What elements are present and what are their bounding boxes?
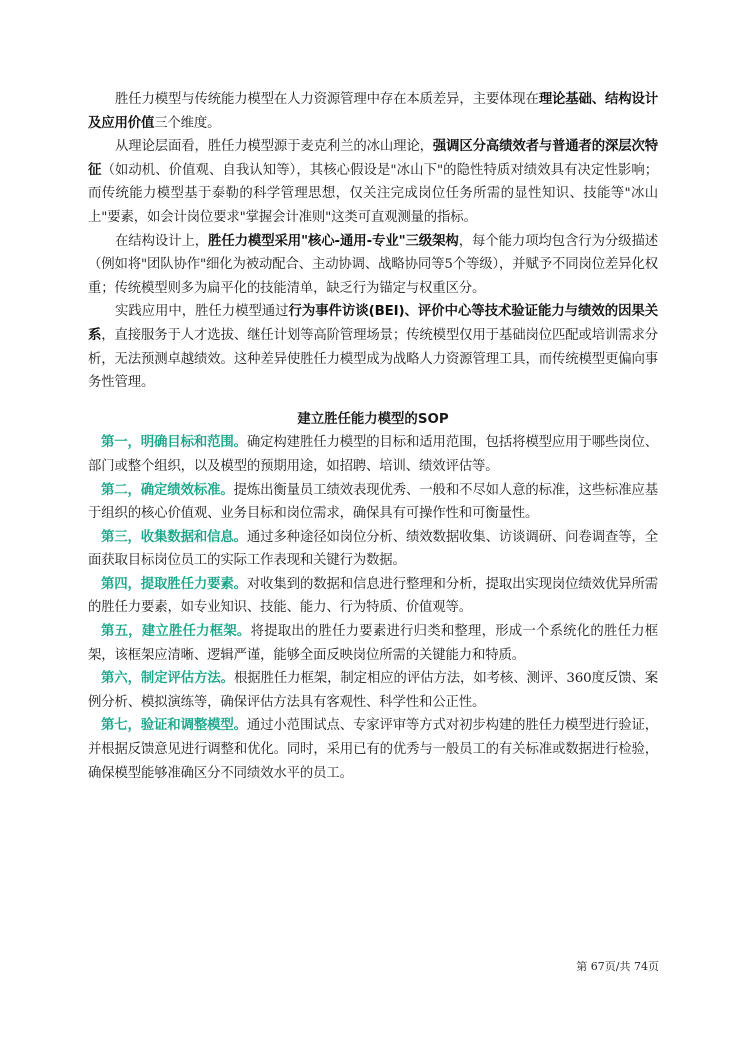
- intro-text: 实践应用中，胜任力模型通过: [115, 304, 289, 320]
- intro-text: 三个维度。: [154, 115, 221, 131]
- intro-text: 从理论层面看，胜任力模型源于麦克利兰的冰山理论，: [115, 139, 433, 155]
- step-heading: 第四，提取胜任力要素。: [101, 576, 247, 592]
- page-number: 第 67页/共 74页: [576, 960, 659, 973]
- intro-text: 胜任力模型与传统能力模型在人力资源管理中存在本质差异，主要体现在: [115, 92, 539, 107]
- intro-emphasis: 胜任力模型采用"核心-通用-专业"三级架构: [208, 233, 459, 249]
- intro-emphasis: 强调区分高绩效者与普通者的深层次特征: [88, 139, 658, 178]
- intro-paragraph-1: [88, 88, 658, 135]
- intro-emphasis: 行为事件访谈(BEI)、评价中心等技术验证能力与绩效的因果关系: [88, 304, 658, 343]
- sop-step-4: [88, 573, 658, 620]
- sop-step-7: [88, 714, 658, 785]
- step-heading: 第六，制定评估方法。: [101, 671, 234, 687]
- document-body: [88, 88, 658, 785]
- intro-paragraph-4: [88, 300, 658, 394]
- sop-step-5: [88, 620, 658, 667]
- sop-step-1: [88, 431, 658, 478]
- step-heading: 第五，建立胜任力框架。: [101, 624, 251, 640]
- step-text: 将提取出的胜任力要素进行归类和整理，形成一个系统化的胜任力框架，该框架应清晰、逻辑严谨，能够全面反映岗位所需的关键能力和特质。: [88, 624, 658, 663]
- intro-text: （如动机、价值观、自我认知等），其核心假设是"冰山下"的隐性特质对绩效具有决定性影响；而传统能力模型基于泰勒的科学管理思想，仅关注完成岗位任务所需的显性知识、技能等"冰山上"要素，如会计岗位要求"掌握会计准则"这类可直观测量的指标。: [88, 162, 658, 225]
- step-text: 通过多种途径如岗位分析、绩效数据收集、访谈调研、问卷调查等，全面获取目标岗位员工的实际工作表现和关键行为数据。: [88, 529, 658, 569]
- sop-step-3: [88, 526, 658, 573]
- sop-step-6: [88, 667, 658, 714]
- intro-text: 在结构设计上，: [115, 233, 209, 249]
- step-heading: 第一，明确目标和范围。: [101, 435, 247, 451]
- intro-paragraph-3: [88, 230, 658, 301]
- section-title: 建立胜任能力模型的SOP: [297, 411, 449, 427]
- intro-text: ，每个能力项均包含行为分级描述（例如将"团队协作"细化为被动配合、主动协调、战略协同等5个等级），并赋予不同岗位差异化权重；传统模型则多为扁平化的技能清单，缺乏行为锚定与权重区分。: [88, 233, 659, 296]
- step-heading: 第二，确定绩效标准。: [101, 482, 234, 498]
- step-text: 确定构建胜任力模型的目标和适用范围，包括将模型应用于哪些岗位、部门或整个组织，以及模型的预期用途，如招聘、培训、绩效评估等。: [88, 435, 658, 474]
- step-text: 对收集到的数据和信息进行整理和分析，提取出实现岗位绩效优异所需的胜任力要素，如专业知识、技能、能力、行为特质、价值观等。: [88, 576, 658, 616]
- step-heading: 第三，收集数据和信息。: [101, 529, 247, 545]
- step-heading: 第七，验证和调整模型。: [101, 718, 247, 734]
- intro-paragraph-2: [88, 135, 658, 229]
- intro-emphasis: 理论基础、结构设计及应用价值: [88, 92, 659, 131]
- step-text: 通过小范围试点、专家评审等方式对初步构建的胜任力模型进行验证，并根据反馈意见进行调整和优化。同时，采用已有的优秀与一般员工的有关标准或数据进行检验，确保模型能够准确区分不同绩效水平的员工。: [88, 718, 658, 781]
- step-text: 根据胜任力框架，制定相应的评估方法，如考核、测评、360度反馈、案例分析、模拟演练等，确保评估方法具有客观性、科学性和公正性。: [88, 671, 659, 710]
- step-text: 提炼出衡量员工绩效表现优秀、一般和不尽如人意的标准，这些标准应基于组织的核心价值观、业务目标和岗位需求，确保具有可操作性和可衡量性。: [88, 482, 658, 522]
- intro-text: ，直接服务于人才选拔、继任计划等高阶管理场景；传统模型仅用于基础岗位匹配或培训需求分析，无法预测卓越绩效。这种差异使胜任力模型成为战略人力资源管理工具，而传统模型更偏向事务性管理。: [88, 327, 658, 391]
- sop-step-2: [88, 479, 658, 526]
